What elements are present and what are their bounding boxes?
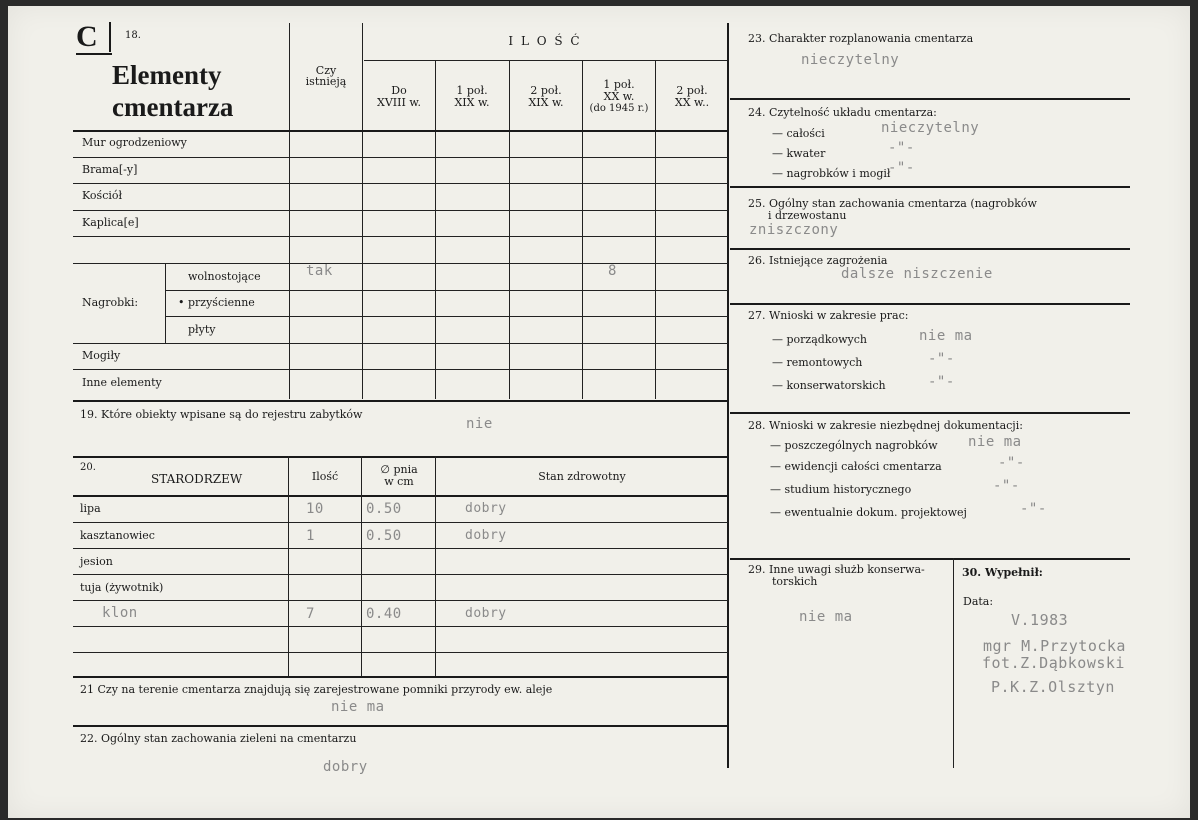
title-line2: cmentarza <box>112 92 234 122</box>
grid-line <box>73 548 728 549</box>
grid-line <box>73 157 728 158</box>
tree-count: 1 <box>306 528 315 544</box>
row-nagrobki: Nagrobki: <box>82 296 139 309</box>
grid-line <box>73 210 728 211</box>
diameter-header-1: ∅ pnia <box>380 463 418 476</box>
data-label: Data: <box>963 595 994 608</box>
grid-line <box>73 676 728 678</box>
q30-label: 30. Wypełnił: <box>962 566 1043 579</box>
row-kosciol: Kościół <box>82 189 123 202</box>
fill-date: V.1983 <box>1011 611 1069 629</box>
q22-answer: dobry <box>323 759 368 775</box>
q20-num: 20. <box>80 462 96 473</box>
grid-line <box>165 290 728 291</box>
q28-item-label: — studium historycznego <box>770 483 912 496</box>
q19-answer: nie <box>466 416 493 432</box>
grid-line <box>435 456 436 676</box>
period-header-line2: XX w.. <box>674 96 710 109</box>
q28-item-answer: -"- <box>998 455 1025 471</box>
row-wolnostojace: wolnostojące <box>188 270 261 283</box>
middle-divider <box>727 23 729 768</box>
grid-line <box>73 725 728 727</box>
tree-name-typed: klon <box>102 605 138 621</box>
grid-line <box>73 263 728 264</box>
grid-line <box>73 236 728 237</box>
grid-line <box>73 456 728 458</box>
health-header: Stan zdrowotny <box>538 470 626 483</box>
tree-diameter: 0.50 <box>366 501 402 517</box>
q28-item-answer: -"- <box>1020 501 1047 517</box>
tree-count: 7 <box>306 606 315 622</box>
q21-label: 21 Czy na terenie cmentarza znajdują się zarejestrowane pomniki przyrody ew. aleje <box>80 683 553 696</box>
period-header-line3: (do 1945 r.) <box>589 103 649 114</box>
grid-line <box>73 574 728 575</box>
period-header-line1: 1 poł. <box>603 78 635 91</box>
q21-answer: nie ma <box>331 699 385 715</box>
tree-name: lipa <box>80 502 101 515</box>
tree-state: dobry <box>465 528 507 543</box>
fill-by-2: fot.Z.Dąbkowski <box>982 654 1125 672</box>
period-header-line1: 2 poł. <box>676 84 708 97</box>
grid-line <box>435 60 436 399</box>
tree-diameter: 0.50 <box>366 528 402 544</box>
grid-line <box>361 456 362 676</box>
section-line <box>730 558 1130 560</box>
period-header-line2: XVIII w. <box>377 96 421 109</box>
grid-line <box>73 183 728 184</box>
row-brama: Brama[-y] <box>82 163 138 176</box>
period-header-line1: Do <box>391 84 407 97</box>
q27-item-label: — remontowych <box>772 356 863 369</box>
q19-label: 19. Które obiekty wpisane są do rejestru zabytków <box>80 408 363 421</box>
q27-label: 27. Wnioski w zakresie prac: <box>748 309 909 322</box>
q29-label-2: torskich <box>772 575 818 588</box>
tree-name: jesion <box>80 555 113 568</box>
section-line <box>730 412 1130 414</box>
grid-line <box>73 400 728 402</box>
section-line <box>730 98 1130 100</box>
title-line1: Elementy <box>112 60 222 90</box>
period-header-line2: XIX w. <box>454 96 490 109</box>
q28-item-answer: nie ma <box>968 434 1022 450</box>
q27-item-answer: nie ma <box>919 328 973 344</box>
q26-answer: dalsze niszczenie <box>841 266 993 282</box>
tree-diameter: 0.40 <box>366 606 402 622</box>
grid-line <box>73 626 728 627</box>
q28-item-answer: -"- <box>993 478 1020 494</box>
grid-line <box>73 130 728 132</box>
q29-label-1: 29. Inne uwagi służb konserwa- <box>748 563 925 576</box>
q27-item-label: — porządkowych <box>772 333 867 346</box>
q24-item-answer: -"- <box>888 140 915 156</box>
section-number: 18. <box>125 30 141 41</box>
typed-wolno-count: 8 <box>608 263 617 279</box>
grid-line <box>288 456 289 676</box>
grid-line <box>953 558 954 768</box>
grid-line <box>73 652 728 653</box>
q25-label-1: 25. Ogólny stan zachowania cmentarza (nagrobków <box>748 197 1037 210</box>
grid-line <box>73 600 728 601</box>
period-header-line2: XIX w. <box>528 96 564 109</box>
q24-item-answer: nieczytelny <box>881 120 980 136</box>
q27-item-answer: -"- <box>928 374 955 390</box>
row-mogily: Mogiły <box>82 349 121 362</box>
q25-label-2: i drzewostanu <box>768 209 847 222</box>
grid-line <box>73 495 728 497</box>
fill-by-1: mgr M.Przytocka <box>983 637 1126 655</box>
q29-answer: nie ma <box>799 609 853 625</box>
row-przyscienne: • przyścienne <box>178 296 255 309</box>
q22-label: 22. Ogólny stan zachowania zieleni na cmentarzu <box>80 732 357 745</box>
tree-state: dobry <box>465 606 507 621</box>
grid-line <box>73 522 728 523</box>
grid-line <box>582 60 583 399</box>
tree-count: 10 <box>306 501 324 517</box>
row-kaplica: Kaplica[e] <box>82 216 139 229</box>
q28-item-label: — poszczególnych nagrobków <box>770 439 938 452</box>
section-line <box>730 303 1130 305</box>
ilosc-header: I L O Ś Ć <box>508 34 582 48</box>
tree-name: kasztanowiec <box>80 529 155 542</box>
section-line <box>730 248 1130 250</box>
q28-label: 28. Wnioski w zakresie niezbędnej dokumentacji: <box>748 419 1023 432</box>
q28-item-label: — ewidencji całości cmentarza <box>770 460 942 473</box>
starodrzew-header: STARODRZEW <box>151 472 243 486</box>
grid-line <box>364 60 727 61</box>
tree-state: dobry <box>465 501 507 516</box>
header-underline <box>76 53 112 55</box>
q24-item-label: — kwater <box>772 147 826 160</box>
row-inne: Inne elementy <box>82 376 162 389</box>
q26-label: 26. Istniejące zagrożenia <box>748 254 888 267</box>
header-divider <box>109 22 111 52</box>
fill-by-3: P.K.Z.Olsztyn <box>991 678 1115 696</box>
row-mur: Mur ogrodzeniowy <box>82 136 187 149</box>
tree-name: tuja (żywotnik) <box>80 581 164 594</box>
grid-line <box>73 369 728 370</box>
q23-label: 23. Charakter rozplanowania cmentarza <box>748 32 974 45</box>
q24-item-answer: -"- <box>888 160 915 176</box>
grid-line <box>509 60 510 399</box>
q24-item-label: — nagrobków i mogił <box>772 167 891 180</box>
q24-item-label: — całości <box>772 127 825 140</box>
col-exists-header: Czy istnieją <box>305 64 347 88</box>
grid-line <box>165 316 728 317</box>
q27-item-answer: -"- <box>928 351 955 367</box>
grid-line <box>655 60 656 399</box>
q27-item-label: — konserwatorskich <box>772 379 886 392</box>
period-header-line1: 2 poł. <box>530 84 562 97</box>
q28-item-label: — ewentualnie dokum. projektowej <box>770 506 967 519</box>
typed-wolno-exists: tak <box>306 263 333 279</box>
q23-answer: nieczytelny <box>801 52 900 68</box>
section-line <box>730 186 1130 188</box>
grid-line <box>73 343 728 344</box>
period-header-line2: XX w. <box>603 90 635 103</box>
q25-answer: zniszczony <box>749 222 839 238</box>
tree-count-header: Ilość <box>311 470 339 483</box>
q24-label: 24. Czytelność układu cmentarza: <box>748 106 937 119</box>
form-sheet <box>8 6 1190 818</box>
section-letter: C <box>76 20 98 53</box>
diameter-header-2: w cm <box>384 475 414 488</box>
period-header-line1: 1 poł. <box>456 84 488 97</box>
row-plyty: płyty <box>188 323 216 336</box>
grid-line <box>165 263 166 343</box>
